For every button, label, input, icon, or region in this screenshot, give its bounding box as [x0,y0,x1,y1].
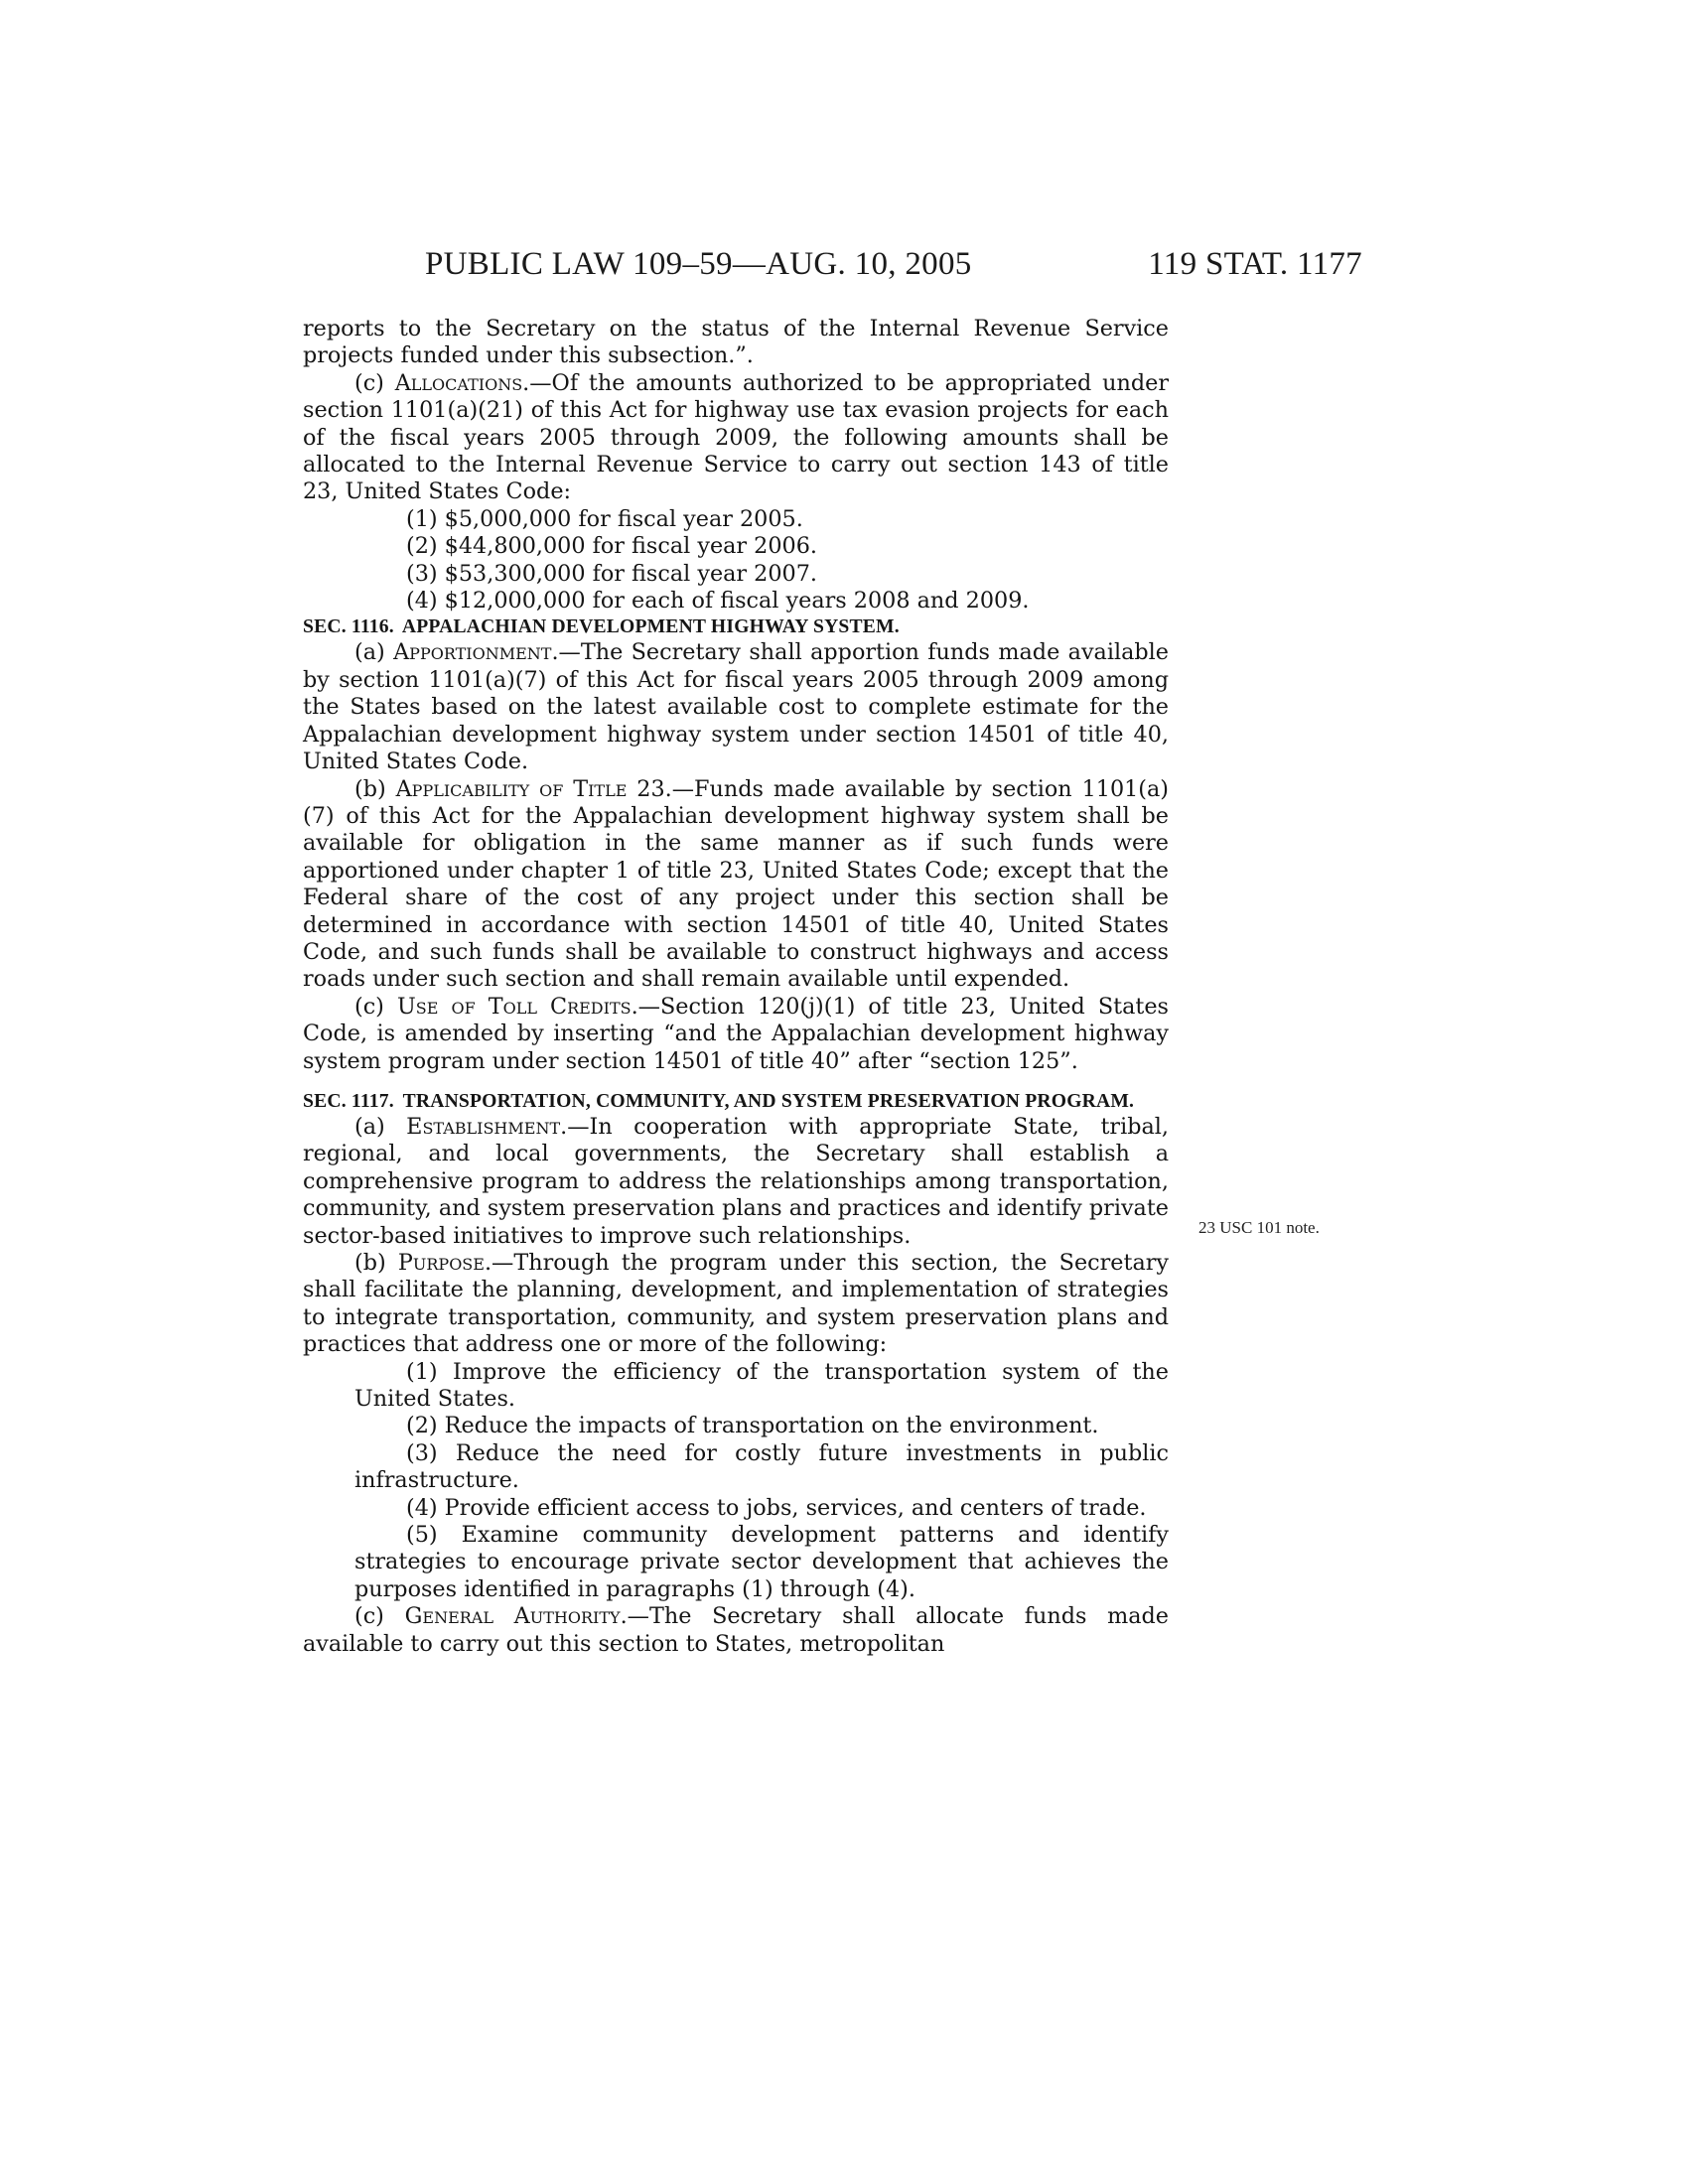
purpose-item: (4) Provide efficient access to jobs, services, and centers of trade. [406,1494,1147,1521]
paragraph-establishment: (a) Establishment.—In cooperation with appropriate State, tribal, regional, and local governments, the Secretary shall establish a comprehensive program to address the relationships among transportation, community, and system preservation plans and practices and identify private sector-based initiatives to improve such relationships. [303,1113,1169,1249]
subsection-heading: Purpose [397,1250,485,1276]
paragraph-apportionment: (a) Apportionment.—The Secretary shall apportion funds made available by section 1101(a)(7) of this Act for fiscal years 2005 through 2009 among the States based on the latest available cost to complete estimate for the Appalachian development highway system under section 14501 of title 40, United States Code. [303,639,1169,775]
subsection-heading: Applicability of Title 23 [395,775,665,802]
paragraph-general-authority: (c) General Authority.—The Secretary shall allocate funds made available to carry out this section to States, metropolitan [303,1603,1169,1657]
purpose-item: (3) Reduce the need for costly future investments in public infrastructure. [354,1439,1169,1494]
purpose-item: (1) Improve the efficiency of the transportation system of the United States. [354,1358,1169,1413]
section-heading-1117: SEC. 1117. TRANSPORTATION, COMMUNITY, AND SYSTEM PRESERVATION PROGRAM. [303,1090,1135,1112]
allocation-item: (3) $53,300,000 for fiscal year 2007. [406,560,818,587]
paragraph-allocations: (c) Allocations.—Of the amounts authorized to be appropriated under section 1101(a)(21) of this Act for highway use tax evasion projects for each of the fiscal years 2005 through 2009, the following amounts shall be allocated to the Internal Revenue Service to carry out section 143 of title 23, United States Code: [303,369,1169,505]
subsection-heading: Establishment [406,1113,561,1140]
subsection-heading: General Authority [404,1603,621,1630]
paragraph-continued: reports to the Secretary on the status of the Internal Revenue Service projects funded under this subsection.”. [303,316,1169,369]
allocation-item: (1) $5,000,000 for fiscal year 2005. [406,505,803,532]
paragraph-toll-credits: (c) Use of Toll Credits.—Section 120(j)(1) of title 23, United States Code, is amended by inserting “and the Appalachian development highway system program under section 14501 of title 40” after “section 125”. [303,993,1169,1074]
allocation-item: (2) $44,800,000 for fiscal year 2006. [406,533,818,560]
subsection-heading: Allocations [394,369,523,396]
document-body [303,316,1169,1658]
subsection-heading: Use of Toll Credits [396,993,632,1020]
paragraph-applicability: (b) Applicability of Title 23.—Funds made available by section 1101(a)(7) of this Act for the Appalachian development highway system shall be available for obligation in the same manner as if such funds were apportioned under chapter 1 of title 23, United States Code; except that the Federal share of the cost of any project under this section shall be determined in accordance with section 14501 of title 40, United States Code, and such funds shall be available to construct highways and access roads under such section and shall remain available until expended. [303,775,1170,993]
purpose-item: (2) Reduce the impacts of transportation on the environment. [406,1413,1099,1439]
header-title: PUBLIC LAW 109–59—AUG. 10, 2005 [425,246,972,282]
section-heading-1116: SEC. 1116. APPALACHIAN DEVELOPMENT HIGHWAY SYSTEM. [303,616,900,638]
margin-note-23-usc: 23 USC 101 note. [1198,1218,1320,1237]
paragraph-purpose: (b) Purpose.—Through the program under this section, the Secretary shall facilitate the planning, development, and implementation of strategies to integrate transportation, community, and system preservation plans and practices that address one or more of the following: [303,1250,1169,1358]
purpose-item: (5) Examine community development patterns and identify strategies to encourage private sector development that achieves the purposes identified in paragraphs (1) through (4). [354,1522,1169,1602]
subsection-heading: Apportionment [393,639,552,666]
running-header [298,246,1362,290]
statute-page-number: 119 STAT. 1177 [1148,246,1362,282]
allocation-item: (4) $12,000,000 for each of fiscal years 2008 and 2009. [406,588,1030,614]
